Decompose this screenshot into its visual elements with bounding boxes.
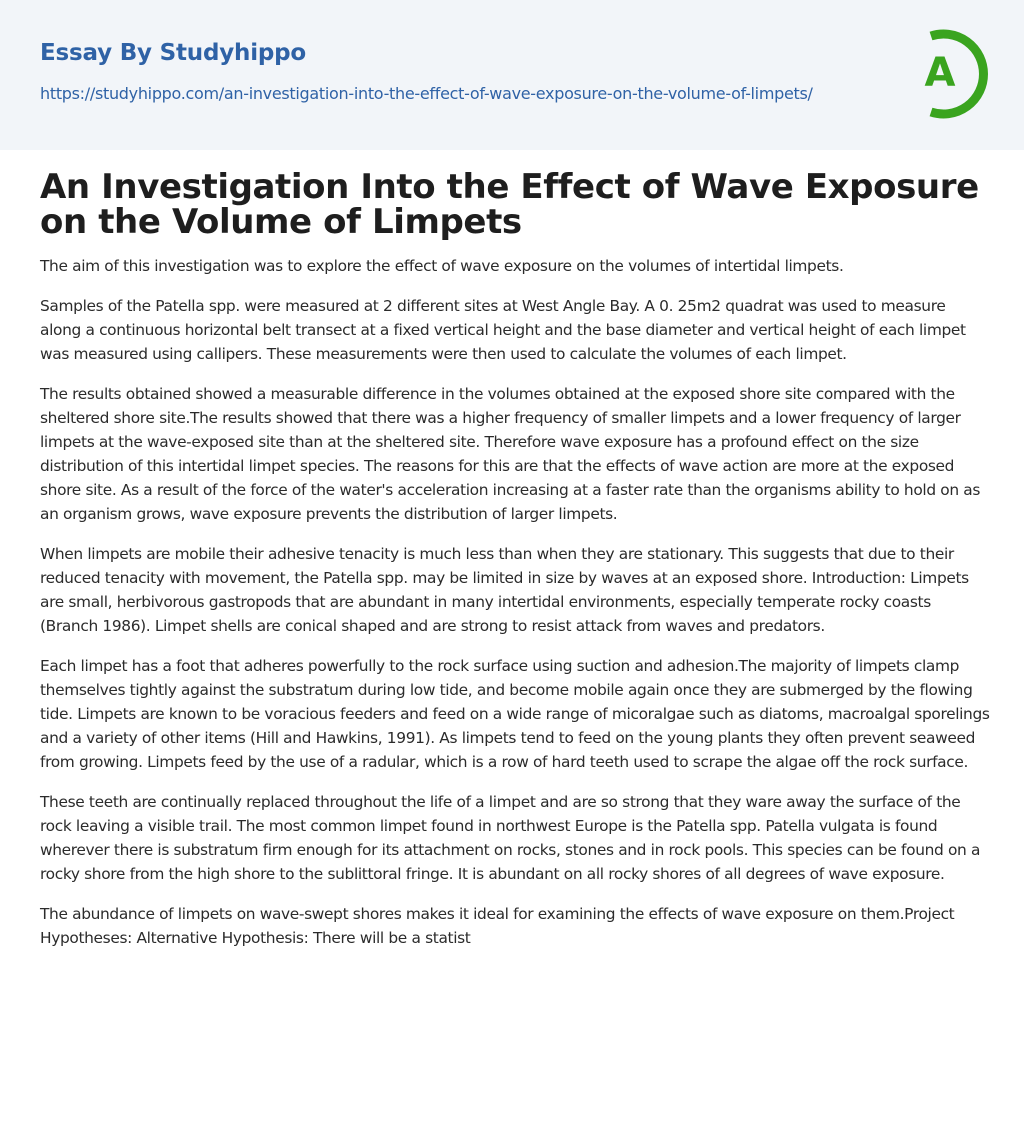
article-paragraph: These teeth are continually replaced throughout the life of a limpet and are so strong that they ware away the surface of the rock leaving a visible trail. The most common limpet found in northwest Europe is the Patella spp. Patella vulgata is found wherever there is substratum firm enough for its attachment on rocks, stones and in rock pools. This species can be found on a rocky shore from the high shore to the sublittoral fringe. It is abundant on all rocky shores of all degrees of wave exposure.: [40, 793, 981, 883]
article-paragraph: When limpets are mobile their adhesive tenacity is much less than when they are stationary. This suggests that due to their reduced tenacity with movement, the Patella spp. may be limited in size by waves at an exposed shore. Introduction: Limpets are small, herbivorous gastropods that are abundant in many intertidal environments, especially temperate rocky coasts (Branch 1986). Limpet shells are conical shaped and are strong to resist attack from waves and predators.: [40, 545, 969, 635]
source-url-link[interactable]: https://studyhippo.com/an-investigation-into-the-effect-of-wave-exposure-on-the-volume-of-limpets/: [40, 84, 813, 103]
logo-letter: A: [924, 50, 956, 96]
article-paragraph: Samples of the Patella spp. were measured at 2 different sites at West Angle Bay. A 0. 25m2 quadrat was used to measure along a continuous horizontal belt transect at a fixed vertical height and the base diameter and vertical height of each limpet was measured using callipers. These measurements were then used to calculate the volumes of each limpet.: [40, 297, 966, 363]
article: [40, 167, 990, 966]
site-header: [0, 0, 1024, 150]
site-brand[interactable]: Essay By Studyhippo: [40, 40, 307, 66]
article-paragraph: The results obtained showed a measurable difference in the volumes obtained at the exposed shore site compared with the sheltered shore site.The results showed that there was a higher frequency of smaller limpets and a lower frequency of larger limpets at the wave-exposed site than at the sheltered site. Therefore wave exposure has a profound effect on the size distribution of this intertidal limpet species. The reasons for this are that the effects of wave action are more at the exposed shore site. As a result of the force of the water's acceleration increasing at a faster rate than the organisms ability to hold on as an organism grows, wave exposure prevents the distribution of larger limpets.: [40, 385, 981, 523]
article-paragraph: The aim of this investigation was to explore the effect of wave exposure on the volumes of intertidal limpets.: [40, 257, 844, 275]
article-title: An Investigation Into the Effect of Wave Exposure on the Volume of Limpets: [40, 167, 979, 242]
studyhippo-logo-icon[interactable]: [900, 26, 996, 122]
article-paragraph: The abundance of limpets on wave-swept shores makes it ideal for examining the effects of wave exposure on them.Project Hypotheses: Alternative Hypothesis: There will be a statist: [40, 905, 955, 947]
article-paragraph: Each limpet has a foot that adheres powerfully to the rock surface using suction and adhesion.The majority of limpets clamp themselves tightly against the substratum during low tide, and become mobile again once they are submerged by the flowing tide. Limpets are known to be voracious feeders and feed on a wide range of micoralgae such as diatoms, macroalgal sporelings and a variety of other items (Hill and Hawkins, 1991). As limpets tend to feed on the young plants they often prevent seaweed from growing. Limpets feed by the use of a radular, which is a row of hard teeth used to scrape the algae off the rock surface.: [40, 657, 990, 771]
